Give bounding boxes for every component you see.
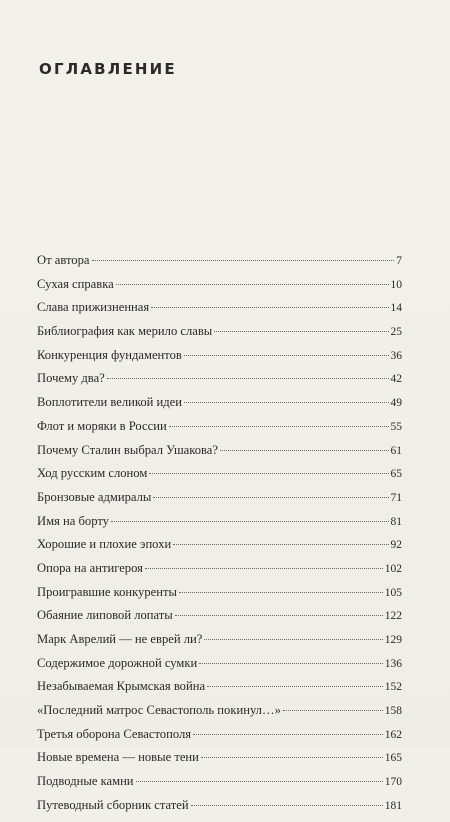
toc-entry-page: 170 bbox=[384, 776, 402, 789]
toc-entry bbox=[37, 466, 402, 490]
toc-dot-leader bbox=[214, 331, 388, 332]
toc-entry-page: 162 bbox=[384, 728, 402, 741]
toc-dot-leader bbox=[201, 757, 383, 758]
toc-entry bbox=[37, 277, 402, 301]
toc-entry bbox=[37, 798, 402, 822]
toc-entry bbox=[37, 608, 402, 632]
toc-entry-title: Третья оборона Севастополя bbox=[37, 726, 192, 741]
toc-dot-leader bbox=[220, 450, 389, 451]
toc-entry bbox=[37, 371, 402, 395]
toc-entry bbox=[37, 774, 402, 798]
toc-entry-page: 122 bbox=[384, 610, 402, 623]
toc-entry-title: Почему два? bbox=[37, 371, 105, 386]
toc-entry-title: Слава прижизненная bbox=[37, 300, 150, 315]
toc-entry-title: Воплотители великой идеи bbox=[37, 395, 182, 410]
toc-entry-title: Незабываемая Крымская война bbox=[37, 679, 206, 694]
toc-entry bbox=[37, 750, 402, 774]
toc-entry bbox=[37, 253, 402, 277]
toc-dot-leader bbox=[116, 284, 389, 285]
toc-dot-leader bbox=[136, 781, 383, 782]
toc-dot-leader bbox=[179, 592, 383, 593]
toc-entry bbox=[37, 537, 402, 561]
toc-entry bbox=[37, 585, 402, 609]
toc-entry-page: 25 bbox=[390, 326, 402, 339]
toc-dot-leader bbox=[145, 568, 383, 569]
toc-entry-page: 10 bbox=[390, 278, 402, 291]
toc-dot-leader bbox=[111, 521, 389, 522]
toc-entry-title: «Последний матрос Севастополь покинул…» bbox=[37, 703, 281, 718]
toc-entry-title: Флот и моряки в России bbox=[37, 418, 167, 433]
toc-dot-leader bbox=[92, 260, 395, 261]
toc-entry-page: 55 bbox=[390, 420, 402, 433]
toc-entry-title: Проигравшие конкуренты bbox=[37, 584, 177, 599]
toc-dot-leader bbox=[175, 615, 383, 616]
toc-entry-page: 42 bbox=[390, 373, 402, 386]
toc-entry-page: 7 bbox=[396, 255, 402, 267]
toc-entry bbox=[37, 514, 402, 538]
toc-entry-page: 102 bbox=[384, 562, 402, 575]
toc-entry bbox=[37, 703, 402, 727]
toc-entry-page: 152 bbox=[384, 681, 402, 694]
toc-entry bbox=[37, 679, 402, 703]
toc-entry-title: Подводные камни bbox=[37, 774, 134, 789]
toc-dot-leader bbox=[191, 805, 383, 806]
toc-entry-page: 81 bbox=[390, 515, 402, 528]
toc-entry-title: Опора на антигероя bbox=[37, 560, 143, 575]
toc-entry-page: 181 bbox=[384, 799, 402, 812]
toc-entry bbox=[37, 490, 402, 514]
toc-entry-page: 158 bbox=[384, 705, 402, 718]
toc-entry-title: Конкуренция фундаментов bbox=[37, 347, 182, 362]
toc-entry bbox=[37, 324, 402, 348]
toc-entry-title: От автора bbox=[37, 253, 90, 267]
toc-dot-leader bbox=[207, 686, 383, 687]
toc-entry-page: 65 bbox=[390, 468, 402, 481]
toc-entry bbox=[37, 348, 402, 372]
toc-entry-title: Имя на борту bbox=[37, 513, 109, 528]
toc-dot-leader bbox=[193, 734, 383, 735]
toc-entry-title: Сухая справка bbox=[37, 276, 114, 291]
toc-entry-title: Новые времена — новые тени bbox=[37, 750, 199, 765]
toc-entry-page: 165 bbox=[384, 752, 402, 765]
toc-entry bbox=[37, 656, 402, 680]
toc-entry-page: 105 bbox=[384, 586, 402, 599]
toc-entry bbox=[37, 419, 402, 443]
toc-entry-page: 49 bbox=[390, 397, 402, 410]
toc-entry-page: 92 bbox=[390, 539, 402, 552]
toc-entry-title: Путеводный сборник статей bbox=[37, 797, 189, 812]
toc-dot-leader bbox=[149, 473, 388, 474]
table-of-contents bbox=[37, 253, 402, 822]
toc-dot-leader bbox=[184, 402, 389, 403]
toc-entry-title: Содержимое дорожной сумки bbox=[37, 655, 198, 670]
toc-entry-page: 61 bbox=[390, 444, 402, 457]
page-title: ОГЛАВЛЕНИЕ bbox=[39, 60, 177, 78]
toc-entry bbox=[37, 632, 402, 656]
toc-entry-title: Почему Сталин выбрал Ушакова? bbox=[37, 442, 218, 457]
toc-entry-page: 14 bbox=[390, 302, 402, 315]
toc-entry-page: 71 bbox=[390, 491, 402, 504]
toc-dot-leader bbox=[199, 663, 383, 664]
toc-entry-title: Ход русским слоном bbox=[37, 466, 148, 481]
toc-entry bbox=[37, 443, 402, 467]
toc-dot-leader bbox=[283, 710, 383, 711]
toc-entry bbox=[37, 561, 402, 585]
toc-entry-page: 129 bbox=[384, 634, 402, 646]
toc-dot-leader bbox=[169, 426, 389, 427]
toc-dot-leader bbox=[204, 639, 382, 640]
toc-dot-leader bbox=[153, 497, 388, 498]
toc-entry-page: 36 bbox=[390, 349, 402, 362]
toc-entry-page: 136 bbox=[384, 657, 402, 670]
toc-dot-leader bbox=[173, 544, 388, 545]
toc-entry-title: Марк Аврелий — не еврей ли? bbox=[37, 632, 203, 646]
toc-entry-title: Бронзовые адмиралы bbox=[37, 489, 152, 504]
toc-entry-title: Хорошие и плохие эпохи bbox=[37, 537, 172, 552]
toc-entry-title: Библиография как мерило славы bbox=[37, 324, 213, 339]
toc-dot-leader bbox=[184, 355, 389, 356]
toc-entry bbox=[37, 395, 402, 419]
toc-entry bbox=[37, 300, 402, 324]
toc-entry-title: Обаяние липовой лопаты bbox=[37, 608, 173, 623]
toc-dot-leader bbox=[107, 378, 389, 379]
toc-dot-leader bbox=[151, 307, 388, 308]
